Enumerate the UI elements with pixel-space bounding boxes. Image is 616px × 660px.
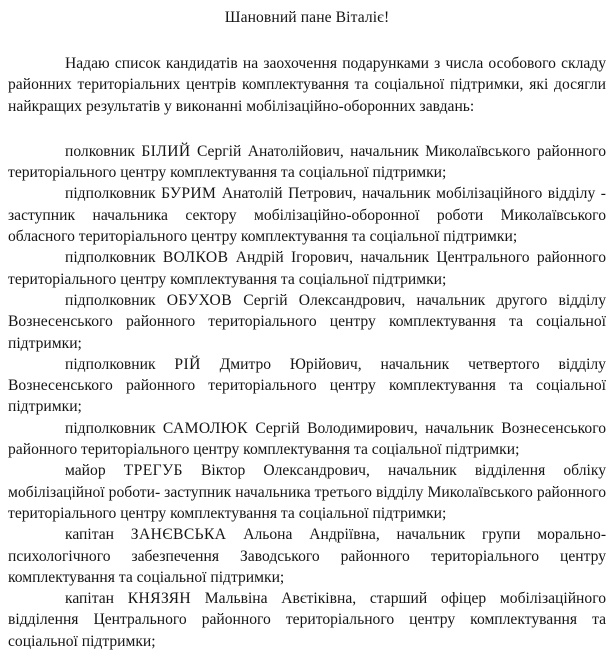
- candidate-position: начальник відділення обліку мобілізаційної роботи- заступник начальника третього відділу Миколаївського районного територіального центру комплектування та соціальної підтримки;: [8, 462, 606, 522]
- candidate-surname: БІЛИЙ: [141, 142, 191, 160]
- candidate-surname: САМОЛЮК: [162, 419, 248, 437]
- candidate-entry: [8, 290, 606, 354]
- candidate-entry: [8, 524, 606, 588]
- candidate-entry: [8, 588, 606, 652]
- candidate-position: начальник Центрального районного територіального центру комплектування та соціальної підтримки;: [8, 249, 606, 288]
- candidate-surname: РІЙ: [174, 355, 201, 373]
- candidate-rank: майор: [65, 462, 106, 480]
- candidate-entry: [8, 247, 606, 290]
- candidate-position: начальник четвертого відділу Вознесенського районного територіального центру комплектування та соціальної підтримки;: [8, 355, 606, 416]
- candidate-surname: ВОЛКОВ: [162, 249, 229, 267]
- candidate-name: Анатолій Петрович,: [221, 185, 357, 203]
- intro-paragraph: Надаю список кандидатів на заохочення подарунками з числа особового складу районних територіальних центрів комплектування та соціальної підтримки, які досягли найкращих результатів у виконанні мобілізаційно-оборонних завдань:: [8, 55, 606, 115]
- candidate-rank: підполковник: [65, 419, 156, 437]
- candidate-name: Альона Андріївна,: [243, 526, 380, 544]
- salutation: Шановний пане Віталіє!: [224, 9, 390, 26]
- candidate-position: начальник Вознесенського районного територіального центру комплектування та соціальної підтримки;: [8, 419, 606, 459]
- candidate-list: [8, 141, 606, 652]
- candidate-rank: підполковник: [65, 249, 156, 267]
- candidate-name: Віктор Олександрович,: [200, 462, 370, 480]
- candidate-rank: капітан: [65, 590, 115, 608]
- candidate-surname: ЗАНЄВСЬКА: [130, 526, 227, 544]
- candidate-position: начальник мобілізаційного відділу - заступник начальника сектору мобілізаційно-оборонної роботи Миколаївського обласного територіального центру комплектування та соціальної підтримки;: [8, 185, 606, 246]
- candidate-name: Сергій Олександрович,: [243, 291, 406, 309]
- candidate-position: начальник Миколаївського районного територіального центру комплектування та соціальної підтримки;: [8, 142, 606, 182]
- candidate-surname: ОБУХОВ: [166, 291, 232, 309]
- candidate-entry: [8, 141, 606, 184]
- candidate-entry: [8, 418, 606, 461]
- candidate-rank: капітан: [65, 526, 115, 544]
- candidate-surname: КНЯЗЯН: [127, 590, 192, 608]
- candidate-entry: [8, 354, 606, 418]
- candidate-name: Андрій Ігорович,: [235, 249, 354, 267]
- candidate-name: Сергій Анатолійович,: [196, 142, 344, 160]
- candidate-rank: підполковник: [65, 185, 156, 203]
- candidate-rank: підполковник: [65, 355, 156, 373]
- candidate-position: старший офіцер мобілізаційного відділення Центрального районного територіального центру комплектування та соціальної підтримки;: [8, 590, 606, 650]
- candidate-surname: ТРЕГУБ: [123, 462, 183, 480]
- candidate-entry: [8, 183, 606, 247]
- candidate-name: Сергій Володимирович,: [255, 419, 418, 437]
- candidate-position: начальник групи морально-психологічного забезпечення Заводського районного територіального центру комплектування та соціальної підтримки;: [8, 526, 607, 586]
- candidate-rank: полковник: [65, 142, 135, 160]
- candidate-name: Мальвіна Авєтіківна,: [204, 590, 357, 608]
- candidate-rank: підполковник: [65, 291, 156, 309]
- candidate-surname: БУРИМ: [161, 185, 217, 203]
- candidate-entry: [8, 460, 606, 524]
- candidate-position: начальник другого відділу Вознесенського районного територіального центру комплектування та соціальної підтримки;: [8, 291, 606, 352]
- candidate-name: Дмитро Юрійович,: [219, 355, 362, 373]
